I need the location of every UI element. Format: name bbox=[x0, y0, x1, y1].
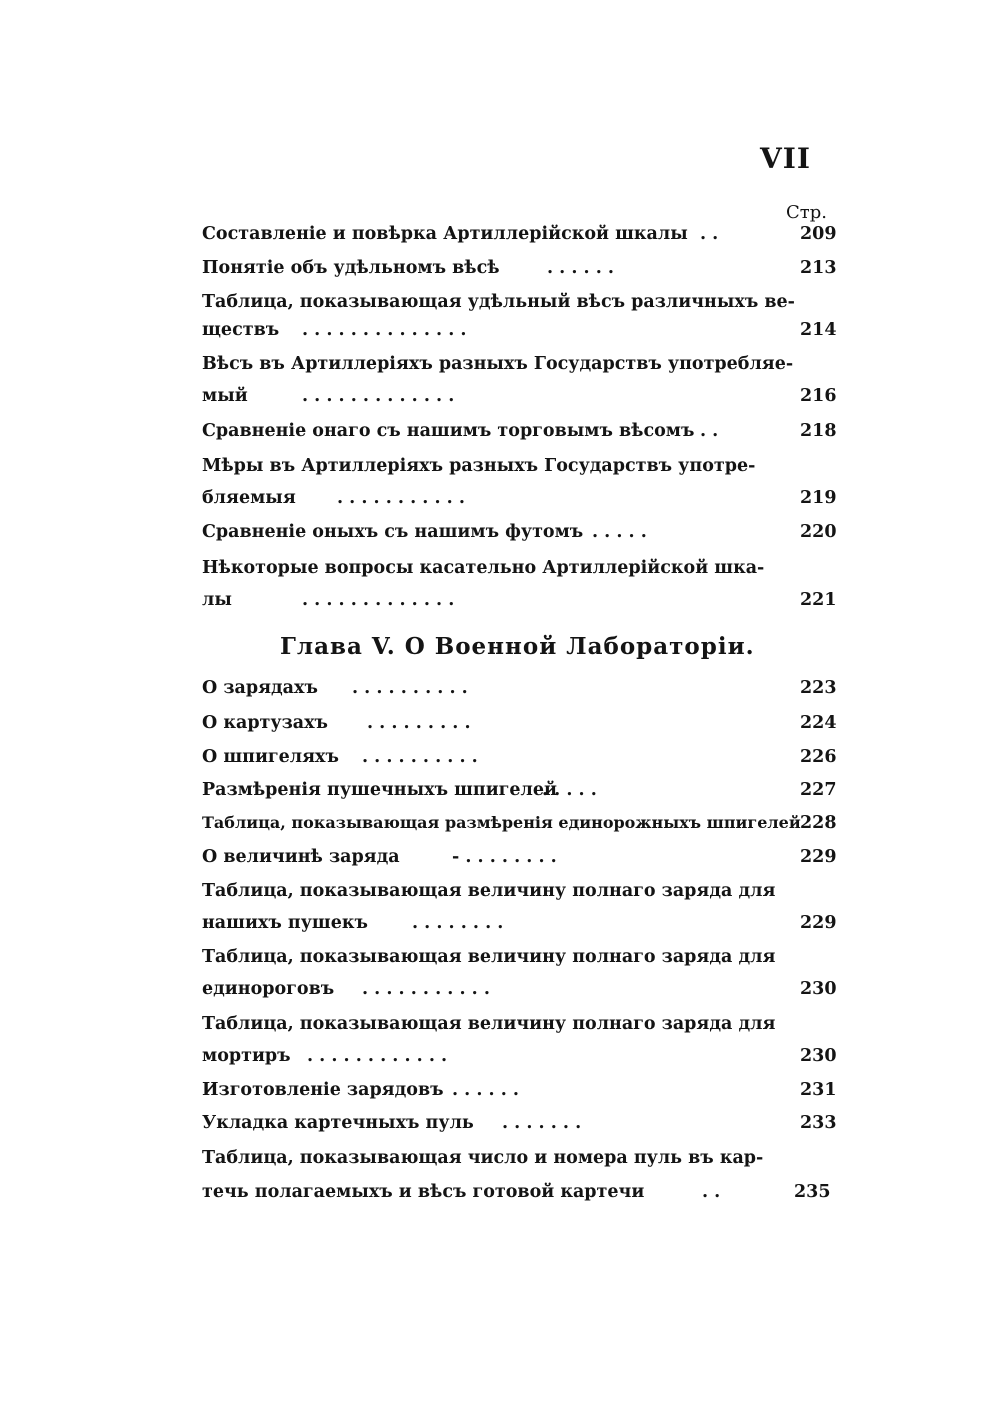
entry-title: бляемыя bbox=[202, 488, 296, 508]
leader-dots: . . . . . . . . . . . bbox=[337, 488, 465, 508]
entry-title: Размѣренія пушечныхъ шпигелей bbox=[202, 780, 557, 800]
entry-page: 229 bbox=[800, 913, 837, 933]
toc-entry bbox=[202, 1143, 842, 1173]
entry-page: 209 bbox=[800, 224, 837, 244]
entry-title: Сравненіе оныхъ съ нашимъ футомъ bbox=[202, 522, 584, 542]
leader-dots: . . bbox=[702, 1182, 721, 1202]
toc-entry bbox=[202, 381, 842, 411]
entry-title: Мѣры въ Артиллеріяхъ разныхъ Государствъ употре- bbox=[202, 456, 756, 476]
entry-title: Таблица, показывающая величину полнаго заряда для bbox=[202, 881, 776, 901]
toc-entry bbox=[202, 942, 842, 972]
toc-entry bbox=[202, 908, 842, 938]
entry-page: 213 bbox=[800, 258, 837, 278]
page-number: VII bbox=[760, 142, 811, 175]
leader-dots: . . . . . . . . . . . . . . bbox=[302, 320, 467, 340]
toc-entry bbox=[202, 253, 842, 283]
leader-dots: . . . . . bbox=[592, 522, 647, 542]
toc-entry bbox=[202, 1041, 842, 1071]
entry-page: 230 bbox=[800, 1046, 837, 1066]
toc-entry bbox=[202, 808, 842, 838]
leader-dots: . . . . . . . . bbox=[412, 913, 504, 933]
entry-title: Вѣсъ въ Артиллеріяхъ разныхъ Государствъ употребляе- bbox=[202, 354, 794, 374]
toc-entry bbox=[202, 1009, 842, 1039]
toc-entry bbox=[202, 842, 842, 872]
entry-title: Составленіе и повѣрка Артиллерійской шкалы bbox=[202, 224, 688, 244]
entry-page: 219 bbox=[800, 488, 837, 508]
leader-dots: . . . . . . . . . . . bbox=[362, 979, 490, 999]
entry-page: 226 bbox=[800, 747, 837, 767]
entry-title: О шпигеляхъ bbox=[202, 747, 339, 767]
toc-entry bbox=[202, 315, 842, 345]
toc-entry bbox=[202, 483, 842, 513]
entry-title: О зарядахъ bbox=[202, 678, 318, 698]
page-column-header: Стр. bbox=[786, 202, 827, 223]
toc-entry bbox=[202, 553, 842, 583]
entry-title: мый bbox=[202, 386, 248, 406]
leader-dots: . . . . . bbox=[542, 780, 597, 800]
entry-page: 221 bbox=[800, 590, 837, 610]
entry-page: 224 bbox=[800, 713, 837, 733]
leader-dots: . . . . . . . . . . . . . bbox=[302, 386, 455, 406]
entry-title: О величинѣ заряда bbox=[202, 847, 400, 867]
entry-page: 235 bbox=[794, 1182, 831, 1202]
entry-page: 233 bbox=[800, 1113, 837, 1133]
leader-dots: . . . . . . . . . . bbox=[362, 747, 478, 767]
toc-entry bbox=[202, 974, 842, 1004]
leader-dots: . . bbox=[700, 421, 719, 441]
entry-page: 214 bbox=[800, 320, 837, 340]
entry-title: Изготовленіе зарядовъ bbox=[202, 1080, 444, 1100]
toc-entry bbox=[202, 742, 842, 772]
toc-entry bbox=[202, 517, 842, 547]
entry-title: Таблица, показывающая величину полнаго заряда для bbox=[202, 947, 776, 967]
entry-title: Таблица, показывающая размѣренія единорожныхъ шпигелей bbox=[202, 813, 801, 832]
toc-entry bbox=[202, 416, 842, 446]
leader-dots: - . . . . . . . . bbox=[452, 847, 557, 867]
entry-page: 223 bbox=[800, 678, 837, 698]
chapter-heading: Глава V. О Военной Лабораторіи. bbox=[280, 633, 755, 660]
entry-page: 231 bbox=[800, 1080, 837, 1100]
toc-entry bbox=[202, 287, 842, 317]
toc-entry bbox=[202, 1177, 842, 1207]
toc-entry bbox=[202, 349, 842, 379]
entry-page: 229 bbox=[800, 847, 837, 867]
entry-title: единороговъ bbox=[202, 979, 335, 999]
entry-title: течь полагаемыхъ и вѣсъ готовой картечи bbox=[202, 1182, 645, 1202]
entry-title: Таблица, показывающая удѣльный вѣсъ различныхъ ве- bbox=[202, 292, 795, 312]
leader-dots: . . . . . . . . . . . . . bbox=[302, 590, 455, 610]
toc-entry bbox=[202, 876, 842, 906]
entry-title: мортиръ bbox=[202, 1046, 291, 1066]
leader-dots: . . . . . . bbox=[452, 1080, 520, 1100]
entry-title: Таблица, показывающая величину полнаго заряда для bbox=[202, 1014, 776, 1034]
entry-page: 216 bbox=[800, 386, 837, 406]
leader-dots: . . . . . . . bbox=[502, 1113, 582, 1133]
toc-entry bbox=[202, 1075, 842, 1105]
entry-title: Нѣкоторые вопросы касательно Артиллерійской шка- bbox=[202, 558, 765, 578]
entry-page: 228 bbox=[800, 813, 837, 833]
leader-dots: . . . . . . . . . bbox=[367, 713, 471, 733]
entry-title: нашихъ пушекъ bbox=[202, 913, 368, 933]
entry-title: О картузахъ bbox=[202, 713, 328, 733]
toc-entry bbox=[202, 708, 842, 738]
entry-title: Сравненіе онаго съ нашимъ торговымъ вѣсомъ bbox=[202, 421, 695, 441]
entry-title: Понятіе объ удѣльномъ вѣсѣ bbox=[202, 258, 500, 278]
leader-dots: . . . . . . . . . . bbox=[352, 678, 468, 698]
entry-title: лы bbox=[202, 590, 232, 610]
toc-entry bbox=[202, 673, 842, 703]
leader-dots: . . bbox=[700, 224, 719, 244]
entry-page: 220 bbox=[800, 522, 837, 542]
entry-title: ществъ bbox=[202, 320, 280, 340]
entry-page: 227 bbox=[800, 780, 837, 800]
entry-title: Таблица, показывающая число и номера пуль въ кар- bbox=[202, 1148, 764, 1168]
leader-dots: . . . . . . . . . . . . bbox=[307, 1046, 448, 1066]
toc-entry bbox=[202, 775, 842, 805]
entry-title: Укладка картечныхъ пуль bbox=[202, 1113, 474, 1133]
entry-page: 218 bbox=[800, 421, 837, 441]
toc-entry bbox=[202, 585, 842, 615]
toc-entry bbox=[202, 451, 842, 481]
leader-dots: . . . . . . bbox=[547, 258, 615, 278]
toc-entry bbox=[202, 219, 842, 249]
entry-page: 230 bbox=[800, 979, 837, 999]
toc-entry bbox=[202, 1108, 842, 1138]
